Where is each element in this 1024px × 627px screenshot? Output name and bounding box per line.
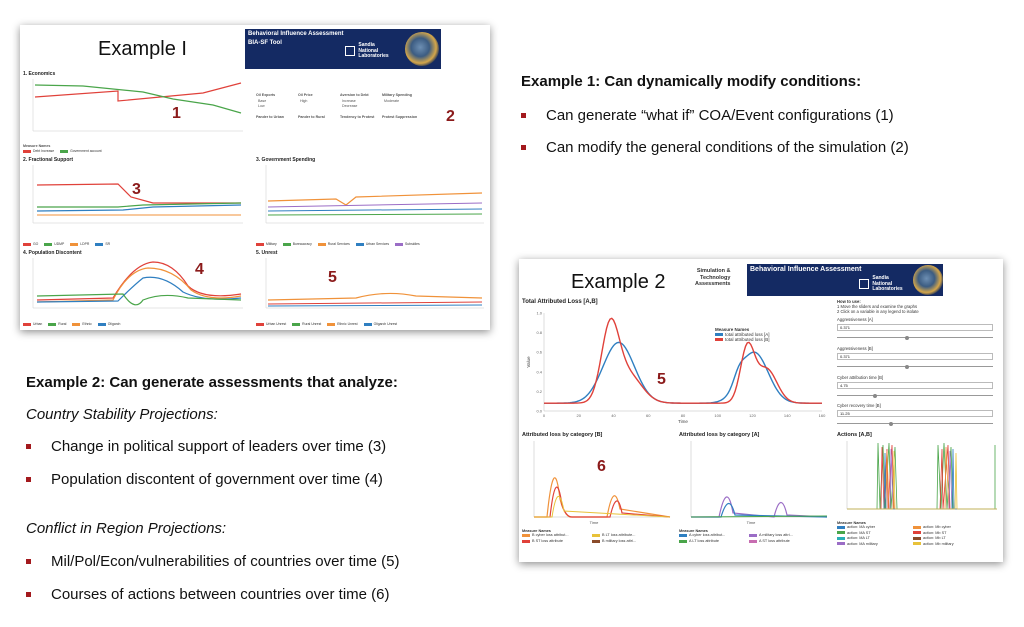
- marker-4: 4: [195, 261, 204, 278]
- legend-item[interactable]: Oligarch Unrest: [364, 322, 398, 326]
- series-line-a: [544, 342, 822, 403]
- ex1-bullet-2: Can modify the general conditions of the simulation (2): [521, 139, 909, 156]
- y-tick-label: 0.8: [536, 330, 542, 336]
- legend-item[interactable]: Rural: [48, 322, 66, 326]
- x-axis-label: Time: [678, 419, 688, 424]
- cat-a-chart: [679, 439, 829, 525]
- marker-5: 5: [328, 269, 337, 286]
- conditions-controls: [256, 93, 426, 143]
- aggressiveness-b-label: Aggressiveness [B]: [837, 346, 873, 351]
- x-tick-label: 0: [542, 413, 546, 418]
- x-tick-label: 40: [611, 413, 616, 418]
- option-base[interactable]: Base: [258, 99, 267, 103]
- aggressiveness-b-input[interactable]: 0.371: [837, 353, 993, 360]
- y-tick-label: 0.2: [536, 388, 542, 394]
- legend-item[interactable]: A military loss attri...: [749, 533, 819, 537]
- panel-unrest-title: 5. Unrest: [256, 250, 278, 256]
- marker-2: 2: [446, 108, 455, 125]
- marker-1: 1: [172, 105, 181, 122]
- discontent-legend: [23, 322, 120, 326]
- support-legend: [23, 242, 110, 246]
- org-label: Simulation & Technology Assessments: [695, 268, 731, 287]
- legend-item[interactable]: A cyber loss attribut...: [679, 533, 749, 537]
- panel-economics-title: 1. Economics: [23, 71, 56, 77]
- spending-chart: [256, 163, 486, 233]
- option-low[interactable]: Low: [258, 104, 265, 108]
- control-pander-to-urban[interactable]: Pander to Urban: [256, 115, 284, 119]
- unrest-chart: [256, 256, 486, 316]
- series-line-b: [544, 318, 822, 403]
- legend-item[interactable]: Urban Services: [356, 242, 389, 246]
- cyber-attribution-input[interactable]: 4.75: [837, 382, 993, 389]
- country-bullet-1: Change in political support of leaders over time (3): [26, 438, 386, 455]
- legend-item[interactable]: B cyber loss attribut...: [522, 533, 592, 537]
- banner-subtitle: BIA-SF Tool: [248, 40, 282, 46]
- example-1-title: Example I: [98, 38, 187, 60]
- econ-legend: [23, 149, 102, 153]
- y-axis-label: Value: [526, 356, 531, 368]
- example-2-screenshot: [519, 259, 1003, 562]
- legend-item[interactable]: LDPR: [70, 242, 89, 246]
- legend-item[interactable]: Government account: [60, 149, 101, 153]
- legend-item[interactable]: action: MA ST: [837, 531, 913, 535]
- option-high[interactable]: High: [300, 99, 308, 103]
- example-2-heading: Example 2: Can generate assessments that analyze:: [26, 374, 398, 391]
- legend-item[interactable]: action: Mb military: [913, 542, 989, 546]
- legend-item[interactable]: Oligarch: [98, 322, 121, 326]
- panel-support-title: 2. Fractional Support: [23, 157, 74, 163]
- sandia-logo-2: Sandia National Laboratories: [859, 276, 903, 293]
- cyber-attribution-slider[interactable]: [837, 395, 993, 396]
- actions-title: Actions [A,B]: [837, 432, 872, 438]
- legend-item[interactable]: action: MA military: [837, 542, 913, 546]
- legend-item[interactable]: Urban Unrest: [256, 322, 286, 326]
- legend-item[interactable]: B ST loss attribute: [522, 539, 592, 543]
- cat-a-legend: Measure Names A cyber loss attribut... A military loss attri... A LT loss attribute A ST loss attribute: [679, 529, 819, 543]
- cat-b-xlabel: Time: [589, 520, 599, 525]
- main-legend: Measure Names total attributed loss [A] total attributed loss [B]: [715, 327, 770, 342]
- x-tick-label: 160: [818, 413, 826, 418]
- aggressiveness-a-slider[interactable]: [837, 337, 993, 338]
- legend-item[interactable]: GO: [23, 242, 38, 246]
- actions-chart: [837, 439, 999, 519]
- control-protest-suppression[interactable]: Protest Suppression: [382, 115, 418, 119]
- legend-item[interactable]: Rural Services: [318, 242, 350, 246]
- cat-b-chart: [522, 439, 672, 525]
- example-1-screenshot: [20, 25, 490, 330]
- legend-item[interactable]: action: Mb LT: [913, 536, 989, 540]
- legend-item[interactable]: total attributed loss [A]: [715, 332, 770, 337]
- legend-item[interactable]: total attributed loss [B]: [715, 337, 770, 342]
- conflict-heading: Conflict in Region Projections:: [26, 520, 227, 537]
- y-tick-label: 0.4: [536, 369, 542, 375]
- control-military-spending[interactable]: Military Spending: [382, 93, 412, 97]
- cyber-recovery-slider[interactable]: [837, 423, 993, 424]
- cat-a-title: Attributed loss by category [A]: [679, 432, 760, 438]
- main-chart-title: Total Attributed Loss [A,B]: [522, 299, 598, 305]
- x-tick-label: 80: [680, 413, 686, 418]
- how-to-use: How to use: 1 Move the sliders and examine the graphs 2 Click on a variable in any legend to isolate: [837, 299, 919, 315]
- legend-item[interactable]: Ethnic: [72, 322, 91, 326]
- legend-item[interactable]: Subsidies: [395, 242, 420, 246]
- marker-3: 3: [132, 181, 141, 198]
- conflict-bullet-1: Mil/Pol/Econ/vulnerabilities of countries over time (5): [26, 553, 399, 570]
- globe-logo-icon: [913, 265, 943, 295]
- legend-item[interactable]: B military loss attri...: [592, 539, 662, 543]
- legend-item[interactable]: SR: [95, 242, 110, 246]
- example-2-title: Example 2: [571, 271, 666, 293]
- cat-b-legend: Measure Names B cyber loss attribut... B LT loss attribute... B ST loss attribute B military loss attri...: [522, 529, 662, 543]
- thunderbird-icon: [345, 46, 355, 56]
- y-tick-label: 1.0: [536, 310, 542, 316]
- globe-logo-icon: [405, 32, 439, 66]
- marker-6: 6: [597, 458, 606, 475]
- bia-banner-2: [747, 264, 943, 296]
- legend-item[interactable]: B LT loss attribute...: [592, 533, 662, 537]
- x-tick-label: 120: [749, 413, 756, 418]
- country-stability-heading: Country Stability Projections:: [26, 406, 218, 423]
- legend-item[interactable]: Bureaucracy: [283, 242, 312, 246]
- control-pander-to-rural[interactable]: Pander to Rural: [298, 115, 325, 119]
- option-moderate[interactable]: Moderate: [384, 99, 400, 103]
- actions-legend: Measure Names action: MA cyber action: Mb cyber action: MA ST action: Mb ST action: MA LT action: Mb LT action: MA military action: Mb military: [837, 521, 989, 546]
- control-aversion-to-debt[interactable]: Aversion to Debt: [340, 93, 369, 97]
- economics-chart: [23, 77, 245, 143]
- banner-title-2: Behavioral Influence Assessment: [750, 266, 862, 273]
- legend-item[interactable]: A ST loss attribute: [749, 539, 819, 543]
- cat-b-title: Attributed loss by category [B]: [522, 432, 603, 438]
- sandia-logo: Sandia National Laboratories: [345, 43, 389, 60]
- spending-legend: [256, 242, 420, 246]
- cyber-recovery-label: Cyber recovery time [B]: [837, 403, 881, 408]
- control-oil-exports[interactable]: Oil Exports: [256, 93, 276, 97]
- x-tick-label: 20: [576, 413, 581, 418]
- panel-discontent-title: 4. Population Discontent: [23, 250, 82, 256]
- unrest-legend: [256, 322, 397, 326]
- legend-item[interactable]: action: Mb cyber: [913, 525, 989, 529]
- legend-item[interactable]: Military: [256, 242, 277, 246]
- bia-banner: [245, 29, 441, 69]
- discontent-chart: [23, 256, 245, 316]
- option-increase[interactable]: Increase: [342, 99, 356, 103]
- aggressiveness-a-label: Aggressiveness [A]: [837, 317, 873, 322]
- marker-5b: 5: [657, 371, 666, 388]
- legend-item[interactable]: UDMP: [44, 242, 64, 246]
- thunderbird-icon: [859, 279, 869, 289]
- svg-text:Time: Time: [746, 520, 756, 525]
- legend-item[interactable]: Urban: [23, 322, 42, 326]
- example-1-heading: Example 1: Can dynamically modify conditions:: [521, 73, 862, 90]
- ex1-bullet-1: Can generate “what if” COA/Event configurations (1): [521, 107, 894, 124]
- option-decrease[interactable]: Decrease: [342, 104, 358, 108]
- legend-item[interactable]: Debt Increase: [23, 149, 54, 153]
- y-tick-label: 0.0: [536, 408, 542, 414]
- country-bullet-2: Population discontent of government over time (4): [26, 471, 383, 488]
- cyber-attribution-label: Cyber attribution time [B]: [837, 375, 884, 380]
- legend-item[interactable]: action: MA cyber: [837, 525, 913, 529]
- legend-item[interactable]: Ethnic Unrest: [327, 322, 357, 326]
- x-tick-label: 140: [783, 413, 791, 418]
- x-tick-label: 60: [646, 413, 651, 418]
- legend-item[interactable]: action: MA LT: [837, 536, 913, 540]
- cyber-recovery-input[interactable]: 11.25: [837, 410, 993, 417]
- control-tendency-to-protest[interactable]: Tendency to Protest: [340, 115, 375, 119]
- aggressiveness-b-slider[interactable]: [837, 366, 993, 367]
- aggressiveness-a-input[interactable]: 0.371: [837, 324, 993, 331]
- legend-item[interactable]: A LT loss attribute: [679, 539, 749, 543]
- econ-measure-names: Measure Names: [23, 144, 51, 148]
- y-tick-label: 0.6: [536, 349, 542, 355]
- legend-item[interactable]: action: Mb ST: [913, 531, 989, 535]
- total-loss-chart: [522, 307, 832, 427]
- conflict-bullet-2: Courses of actions between countries over time (6): [26, 586, 390, 603]
- legend-item[interactable]: Rural Unrest: [292, 322, 321, 326]
- banner-title: Behavioral Influence Assessment: [248, 31, 344, 37]
- control-oil-price[interactable]: Oil Price: [298, 93, 313, 97]
- x-tick-label: 100: [714, 413, 722, 418]
- panel-spending-title: 3. Government Spending: [256, 157, 316, 163]
